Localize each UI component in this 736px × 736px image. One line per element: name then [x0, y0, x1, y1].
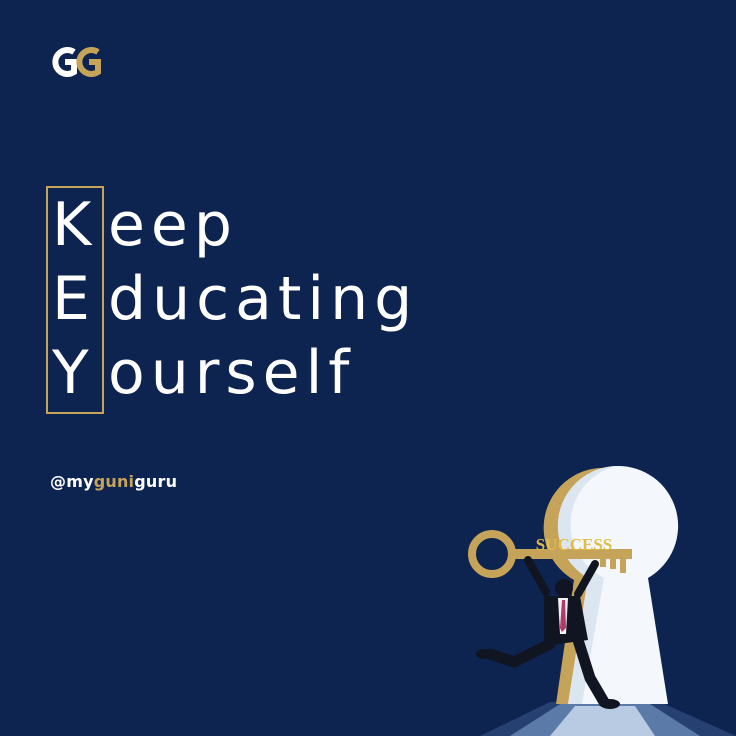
key-label: SUCCESS — [535, 535, 613, 554]
headline-line-educating — [52, 262, 418, 336]
headline-initial: E — [52, 264, 96, 334]
success-illustration — [440, 440, 736, 736]
handle-accent: guni — [93, 472, 135, 491]
headline — [52, 188, 418, 410]
headline-rest: eep — [108, 190, 238, 260]
headline-initial: Y — [52, 338, 95, 408]
headline-rest: ourself — [108, 338, 356, 408]
headline-line-yourself — [52, 336, 418, 410]
brand-logo — [50, 40, 106, 84]
gg-logo-icon — [50, 40, 106, 84]
social-handle — [50, 472, 177, 491]
handle-suffix: guru — [134, 472, 178, 491]
headline-rest: ducating — [108, 264, 419, 334]
headline-initial: K — [52, 190, 98, 260]
handle-prefix: @my — [50, 472, 94, 491]
headline-line-keep — [52, 188, 418, 262]
